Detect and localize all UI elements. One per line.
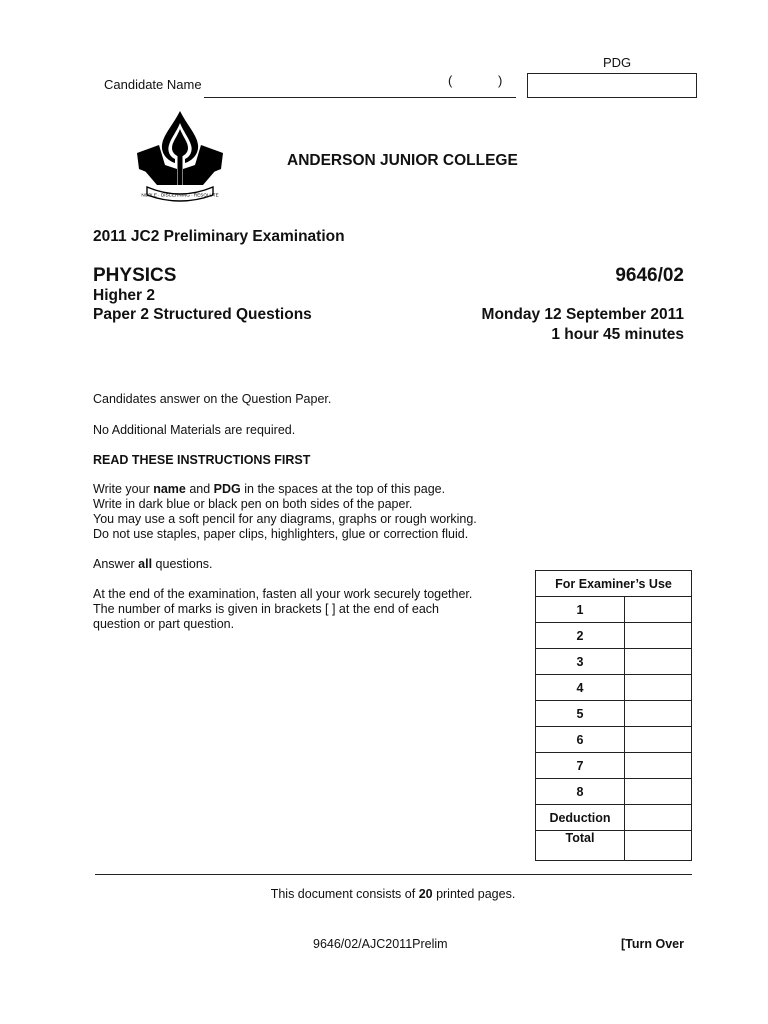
- exam-title: 2011 JC2 Preliminary Examination: [93, 228, 345, 245]
- instruction-pencil: You may use a soft pencil for any diagrams, graphs or rough working.: [93, 512, 477, 526]
- marks-cell: [625, 597, 692, 623]
- instruction-pen: Write in dark blue or black pen on both sides of the paper.: [93, 497, 413, 511]
- college-logo: [133, 107, 227, 203]
- table-row: [536, 753, 692, 779]
- marks-cell: [625, 805, 692, 831]
- total-cell: [625, 831, 692, 861]
- deduction-label: Deduction: [536, 805, 625, 831]
- candidate-name-line: [204, 97, 516, 98]
- instruction-fasten: At the end of the examination, fasten all your work securely together.: [93, 587, 473, 601]
- footer-paper-code: 9646/02/AJC2011Prelim: [313, 937, 448, 951]
- exam-duration: 1 hour 45 minutes: [551, 326, 684, 343]
- page-count-note: This document consists of 20 printed pages.: [270, 887, 516, 901]
- total-row: [536, 831, 692, 861]
- table-row: [536, 597, 692, 623]
- pdg-box: [527, 73, 697, 98]
- pdg-label: PDG: [603, 55, 632, 70]
- table-header: For Examiner’s Use: [536, 571, 692, 597]
- total-label: Total: [536, 831, 625, 861]
- paper-title: Paper 2 Structured Questions: [93, 306, 312, 323]
- table-header-row: [536, 571, 692, 597]
- marks-cell: [625, 649, 692, 675]
- question-label: 8: [536, 779, 625, 805]
- turn-over-label: [Turn Over: [621, 937, 684, 951]
- index-paren-close: ): [498, 73, 503, 88]
- table-row: [536, 701, 692, 727]
- college-name: ANDERSON JUNIOR COLLEGE: [287, 152, 518, 169]
- instructions-write-block: [93, 482, 477, 542]
- instruction-answer-all: Answer all questions.: [93, 557, 213, 571]
- table-row: [536, 727, 692, 753]
- marks-cell: [625, 623, 692, 649]
- table-row: [536, 649, 692, 675]
- table-row: [536, 623, 692, 649]
- exam-date: Monday 12 September 2011: [481, 306, 684, 323]
- instruction-marks: The number of marks is given in brackets [ ] at the end of each: [93, 602, 440, 616]
- logo-motto: NOBLE · DISCERNING · RESOLUTE: [141, 192, 219, 198]
- marks-cell: [625, 675, 692, 701]
- question-label: 1: [536, 597, 625, 623]
- instruction-answer-on-paper: Candidates answer on the Question Paper.: [93, 392, 332, 406]
- table-row: [536, 805, 692, 831]
- question-label: 3: [536, 649, 625, 675]
- subject-title: PHYSICS: [93, 265, 177, 286]
- question-label: 7: [536, 753, 625, 779]
- exam-level: Higher 2: [93, 287, 156, 304]
- instruction-no-materials: No Additional Materials are required.: [93, 423, 296, 437]
- instructions-heading: READ THESE INSTRUCTIONS FIRST: [93, 453, 311, 467]
- marks-cell: [625, 779, 692, 805]
- footer-divider: [95, 874, 692, 875]
- instruction-write-name: Write your name and PDG in the spaces at the top of this page.: [93, 482, 446, 496]
- question-label: 6: [536, 727, 625, 753]
- marks-cell: [625, 701, 692, 727]
- marks-cell: [625, 727, 692, 753]
- question-label: 4: [536, 675, 625, 701]
- question-label: 5: [536, 701, 625, 727]
- index-paren-open: (: [448, 73, 453, 88]
- table-row: [536, 779, 692, 805]
- examiner-use-table: [535, 570, 692, 861]
- paper-code: 9646/02: [615, 265, 684, 286]
- table-row: [536, 675, 692, 701]
- instructions-end-block: [93, 587, 472, 632]
- question-label: 2: [536, 623, 625, 649]
- instruction-marks-cont: question or part question.: [93, 617, 235, 631]
- candidate-name-label: Candidate Name: [104, 77, 202, 92]
- marks-cell: [625, 753, 692, 779]
- instruction-no-staples: Do not use staples, paper clips, highlighters, glue or correction fluid.: [93, 527, 469, 541]
